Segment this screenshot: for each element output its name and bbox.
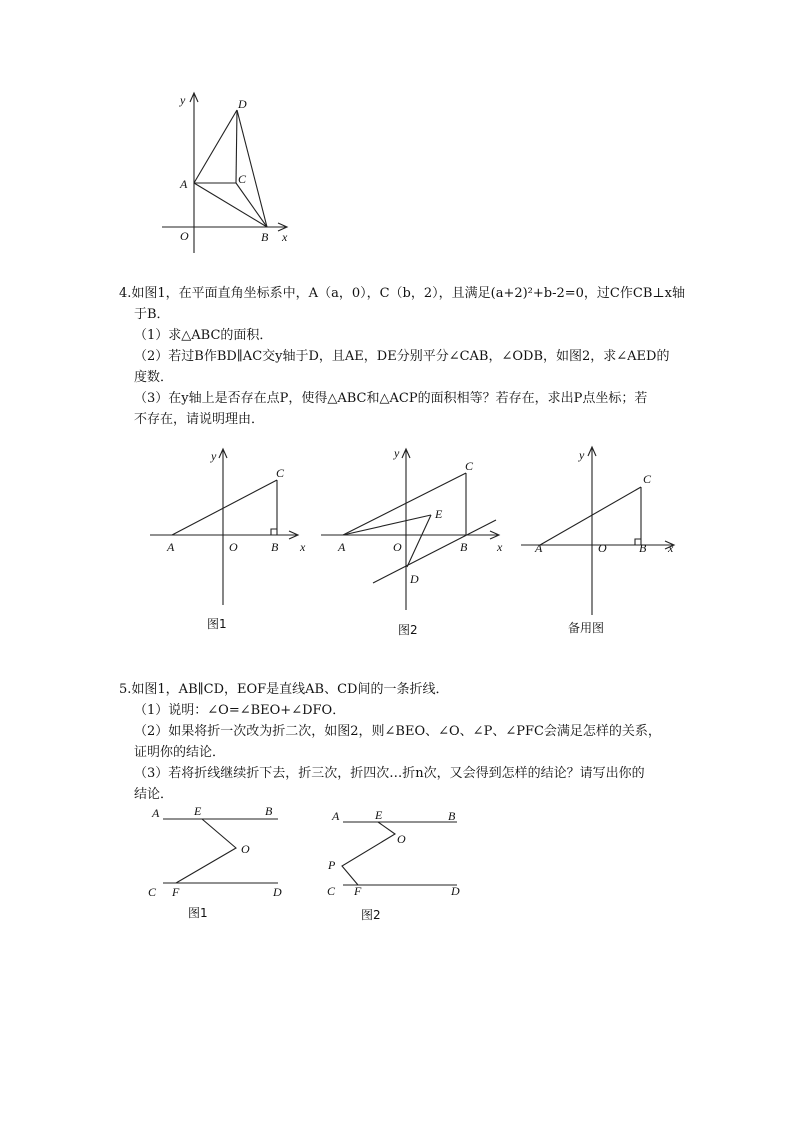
problem-4-line-2: 于B．: [134, 307, 170, 322]
problem-5-figure-1: [145, 803, 295, 928]
caption-fig2: 图2: [398, 623, 418, 637]
label-O: O: [241, 842, 250, 856]
polyline-EOF: [176, 819, 236, 883]
problem-4-question-2a: （2）若过B作BD∥AC交y轴于D，且AE，DE分别平分∠CAB，∠ODB，如图2，求∠AED的: [134, 349, 670, 364]
problem-5-line-1: 5.如图1，AB∥CD，EOF是直线AB、CD间的一条折线．: [119, 682, 449, 697]
label-O: O: [397, 832, 406, 846]
label-x: x: [282, 230, 288, 244]
label-B: B: [639, 541, 647, 555]
label-E: E: [435, 507, 443, 521]
label-x: x: [497, 540, 503, 554]
label-B: B: [448, 809, 456, 823]
top-coordinate-figure: [150, 88, 310, 258]
segment-AC: [343, 473, 466, 535]
problem-5-figure-2: [325, 803, 470, 928]
label-O: O: [393, 540, 402, 554]
label-O: O: [229, 540, 238, 554]
segment-AC: [172, 480, 277, 535]
caption-spare: 备用图: [568, 621, 605, 635]
label-x: x: [300, 540, 306, 554]
label-D: D: [451, 884, 460, 898]
problem-5-question-3a: （3）若将折线继续折下去，折三次，折四次…折n次，又会得到怎样的结论？请写出你的: [134, 766, 645, 781]
problem-4-question-1: （1）求△ABC的面积．: [134, 328, 273, 343]
segment-AD: [194, 110, 237, 183]
problem-4-question-2b: 度数．: [134, 370, 174, 385]
segment-AB: [194, 183, 267, 227]
caption-fig1: 图1: [188, 906, 208, 920]
label-A: A: [338, 540, 346, 554]
label-F: F: [172, 885, 180, 899]
segment-AE: [343, 515, 431, 535]
label-x: x: [668, 541, 674, 555]
line-BD: [373, 520, 496, 583]
segment-CB: [236, 183, 267, 227]
label-O: O: [598, 541, 607, 555]
problem-4-figure-1: [145, 445, 315, 645]
label-E: E: [375, 808, 383, 822]
right-angle-mark: [271, 529, 277, 535]
label-A: A: [180, 177, 188, 191]
label-D: D: [238, 97, 247, 111]
caption-fig2: 图2: [361, 908, 381, 922]
label-B: B: [271, 540, 279, 554]
caption-fig1: 图1: [207, 617, 227, 631]
label-C: C: [465, 459, 474, 473]
label-y: y: [180, 93, 186, 107]
label-A: A: [152, 806, 160, 820]
problem-5-question-2b: 证明你的结论．: [134, 745, 226, 760]
label-D: D: [273, 885, 282, 899]
problem-4-figure-2: [318, 445, 513, 645]
label-y: y: [211, 449, 217, 463]
label-P: P: [328, 858, 336, 872]
segment-DC: [236, 110, 237, 183]
segment-AC: [540, 487, 641, 545]
label-B: B: [460, 540, 468, 554]
polyline-EOPF: [342, 822, 395, 885]
label-C: C: [643, 472, 652, 486]
problem-4-question-3b: 不存在，请说明理由．: [134, 412, 265, 427]
label-B: B: [265, 804, 273, 818]
problem-4-question-3a: （3）在y轴上是否存在点P，使得△ABC和△ACP的面积相等？若存在，求出P点坐标；若: [134, 391, 648, 406]
label-C: C: [276, 466, 285, 480]
label-D: D: [410, 572, 419, 586]
label-y: y: [394, 446, 400, 460]
problem-5-question-1: （1）说明：∠O=∠BEO+∠DFO．: [134, 703, 346, 718]
label-C: C: [327, 884, 336, 898]
label-C: C: [238, 172, 247, 186]
problem-5-question-3b: 结论．: [134, 787, 174, 802]
problem-4-spare-figure: [518, 445, 693, 645]
label-y: y: [579, 448, 585, 462]
segment-DB: [237, 110, 267, 227]
label-E: E: [194, 804, 202, 818]
label-O: O: [180, 229, 189, 243]
label-A: A: [535, 541, 543, 555]
label-A: A: [332, 809, 340, 823]
problem-5-question-2a: （2）如果将折一次改为折二次，如图2，则∠BEO、∠O、∠P、∠PFC会满足怎样的关系，: [134, 724, 661, 739]
label-B: B: [261, 230, 269, 244]
label-A: A: [167, 540, 175, 554]
label-F: F: [354, 884, 362, 898]
problem-4-line-1: 4.如图1，在平面直角坐标系中，A（a，0），C（b，2），且满足(a+2)²+b-2=0，过C作CB⊥x轴: [119, 286, 685, 301]
label-C: C: [148, 885, 157, 899]
